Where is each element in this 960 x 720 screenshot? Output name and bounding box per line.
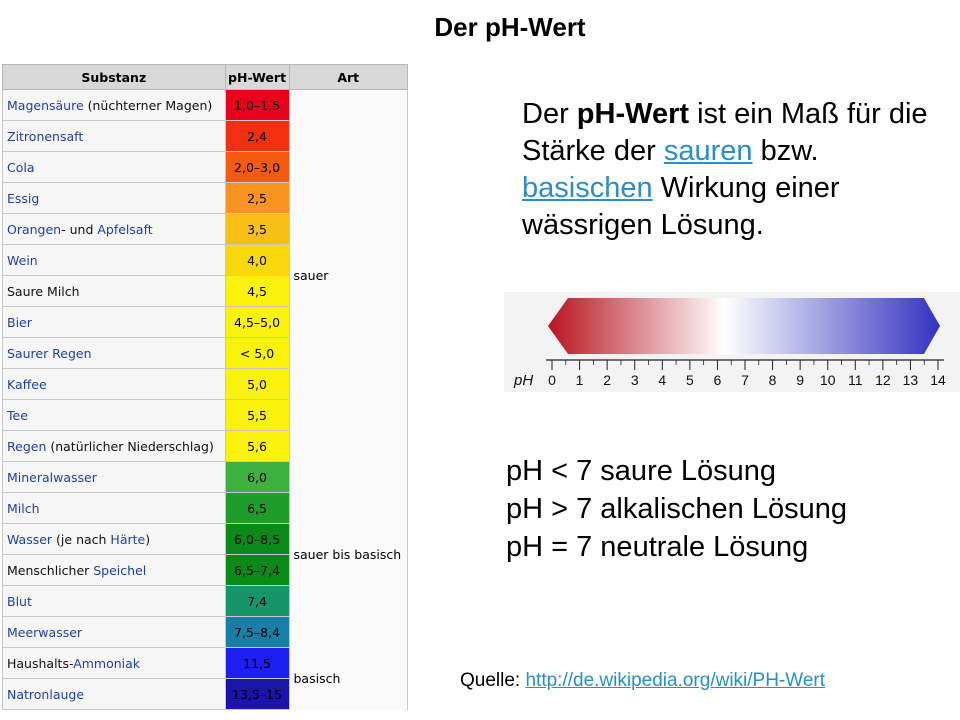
substance-cell xyxy=(3,338,226,369)
header-substanz: Substanz xyxy=(3,65,226,90)
intro-text-1: Der xyxy=(522,98,577,130)
ph-value-cell: 13,5–15 xyxy=(225,679,289,710)
substance-text: - und xyxy=(61,221,98,237)
substance-link[interactable]: Tee xyxy=(7,407,28,423)
scale-tick-label: 4 xyxy=(658,372,667,388)
substance-link[interactable]: Meerwasser xyxy=(7,624,83,640)
substance-link[interactable]: Regen xyxy=(7,438,47,454)
scale-tick-label: 9 xyxy=(796,372,805,388)
substance-link[interactable]: Natronlauge xyxy=(7,686,85,702)
art-cell: sauer bis basisch xyxy=(289,462,408,648)
ph-table xyxy=(2,64,408,710)
table-row xyxy=(3,462,408,493)
art-cell: sauer xyxy=(289,90,408,462)
substance-text: (natürlicher Niederschlag) xyxy=(46,438,214,454)
intro-bold-term: pH-Wert xyxy=(576,98,690,130)
ph-value-cell: 4,5–5,0 xyxy=(225,307,289,338)
substance-link[interactable]: Zitronensaft xyxy=(7,128,84,144)
substance-text: (je nach xyxy=(52,531,111,547)
ph-value-cell: 4,5 xyxy=(225,276,289,307)
scale-tick-label: 0 xyxy=(548,372,556,388)
substance-cell xyxy=(3,524,226,555)
substance-cell xyxy=(3,369,226,400)
substance-cell xyxy=(3,555,226,586)
substance-link[interactable]: Wein xyxy=(7,252,38,268)
relation-neutral: pH = 7 neutrale Lösung xyxy=(506,531,809,563)
substance-link[interactable]: Ammoniak xyxy=(73,655,141,671)
scale-tick-label: 3 xyxy=(630,372,639,388)
substance-link[interactable]: Bier xyxy=(7,314,32,330)
substance-text: ) xyxy=(145,531,151,547)
substance-link[interactable]: Speichel xyxy=(93,562,147,578)
intro-text xyxy=(522,96,942,244)
page-title: Der pH-Wert xyxy=(434,12,586,42)
scale-tick-label: 13 xyxy=(902,372,919,388)
ph-value-cell: 6,0–8,5 xyxy=(225,524,289,555)
ph-relations xyxy=(506,452,847,566)
substance-link[interactable]: Cola xyxy=(7,159,35,175)
substance-link[interactable]: Mineralwasser xyxy=(7,469,97,485)
substance-cell xyxy=(3,462,226,493)
substance-cell xyxy=(3,214,226,245)
substance-text: Haushalts- xyxy=(7,655,74,671)
scale-tick-label: 1 xyxy=(575,372,584,388)
substance-text: Saure Milch xyxy=(7,283,80,299)
ph-value-cell: 4,0 xyxy=(225,245,289,276)
ph-value-cell: < 5,0 xyxy=(225,338,289,369)
substance-cell xyxy=(3,431,226,462)
substance-text: (nüchterner Magen) xyxy=(83,97,213,113)
substance-text: Menschlicher xyxy=(7,562,94,578)
substance-cell xyxy=(3,586,226,617)
ph-value-cell: 6,5 xyxy=(225,493,289,524)
scale-tick-label: 8 xyxy=(768,372,777,388)
substance-cell xyxy=(3,493,226,524)
substance-link[interactable]: Essig xyxy=(7,190,40,206)
substance-link[interactable]: Orangen xyxy=(7,221,62,237)
substance-link[interactable]: Wasser xyxy=(7,531,53,547)
substance-link[interactable]: Härte xyxy=(110,531,146,547)
art-cell: basisch xyxy=(289,648,408,710)
ph-value-cell: 11,5 xyxy=(225,648,289,679)
scale-tick-label: 7 xyxy=(741,372,749,388)
ph-value-cell: 5,5 xyxy=(225,400,289,431)
scale-ph-label: pH xyxy=(514,372,534,389)
table-row xyxy=(3,90,408,121)
substance-link[interactable]: Magensäure xyxy=(7,97,84,113)
relation-alkaline: pH > 7 alkalischen Lösung xyxy=(506,493,847,525)
substance-link[interactable]: Saurer Regen xyxy=(7,345,92,361)
substance-link[interactable]: Milch xyxy=(7,500,40,516)
link-sauren[interactable]: sauren xyxy=(663,135,753,167)
scale-tick-label: 10 xyxy=(819,372,836,388)
substance-cell xyxy=(3,245,226,276)
substance-cell xyxy=(3,183,226,214)
intro-text-2: ist ein Maß für die Stärke der xyxy=(522,98,928,167)
source-line xyxy=(460,670,825,692)
substance-link[interactable]: Kaffee xyxy=(7,376,47,392)
substance-cell xyxy=(3,679,226,710)
substance-cell xyxy=(3,90,226,121)
ph-value-cell: 6,5–7,4 xyxy=(225,555,289,586)
table-header-row xyxy=(3,65,408,90)
scale-tick-label: 2 xyxy=(603,372,612,388)
intro-text-3: bzw. xyxy=(752,135,819,167)
ph-value-cell: 5,6 xyxy=(225,431,289,462)
ph-value-cell: 7,5–8,4 xyxy=(225,617,289,648)
substance-link[interactable]: Blut xyxy=(7,593,32,609)
ph-value-cell: 6,0 xyxy=(225,462,289,493)
substance-cell xyxy=(3,617,226,648)
source-label: Quelle: xyxy=(460,670,526,691)
scale-tick-label: 6 xyxy=(713,372,722,388)
ph-scale xyxy=(504,292,960,392)
ph-value-cell: 7,4 xyxy=(225,586,289,617)
substance-link[interactable]: Apfelsaft xyxy=(97,221,153,237)
source-link[interactable]: http://de.wikipedia.org/wiki/PH-Wert xyxy=(525,670,826,691)
ph-value-cell: 2,5 xyxy=(225,183,289,214)
substance-cell xyxy=(3,152,226,183)
header-art: Art xyxy=(289,65,408,90)
scale-tick-label: 14 xyxy=(930,372,946,388)
ph-value-cell: 2,4 xyxy=(225,121,289,152)
ph-gradient-bar xyxy=(548,298,940,354)
relation-acidic: pH < 7 saure Lösung xyxy=(506,455,777,487)
link-basischen[interactable]: basischen xyxy=(522,172,653,204)
header-ph-wert: pH-Wert xyxy=(225,65,289,90)
scale-tick-label: 11 xyxy=(848,372,863,388)
substance-cell xyxy=(3,276,226,307)
substance-cell xyxy=(3,400,226,431)
substance-cell xyxy=(3,121,226,152)
ph-value-cell: 1,0–1,5 xyxy=(225,90,289,121)
scale-tick-label: 12 xyxy=(875,372,891,388)
ph-value-cell: 3,5 xyxy=(225,214,289,245)
substance-cell xyxy=(3,648,226,679)
ph-value-cell: 2,0–3,0 xyxy=(225,152,289,183)
ph-value-cell: 5,0 xyxy=(225,369,289,400)
intro-text-4: Wirkung einer wässrigen Lösung. xyxy=(522,172,840,241)
table-row xyxy=(3,648,408,679)
scale-tick-label: 5 xyxy=(685,372,694,388)
substance-cell xyxy=(3,307,226,338)
